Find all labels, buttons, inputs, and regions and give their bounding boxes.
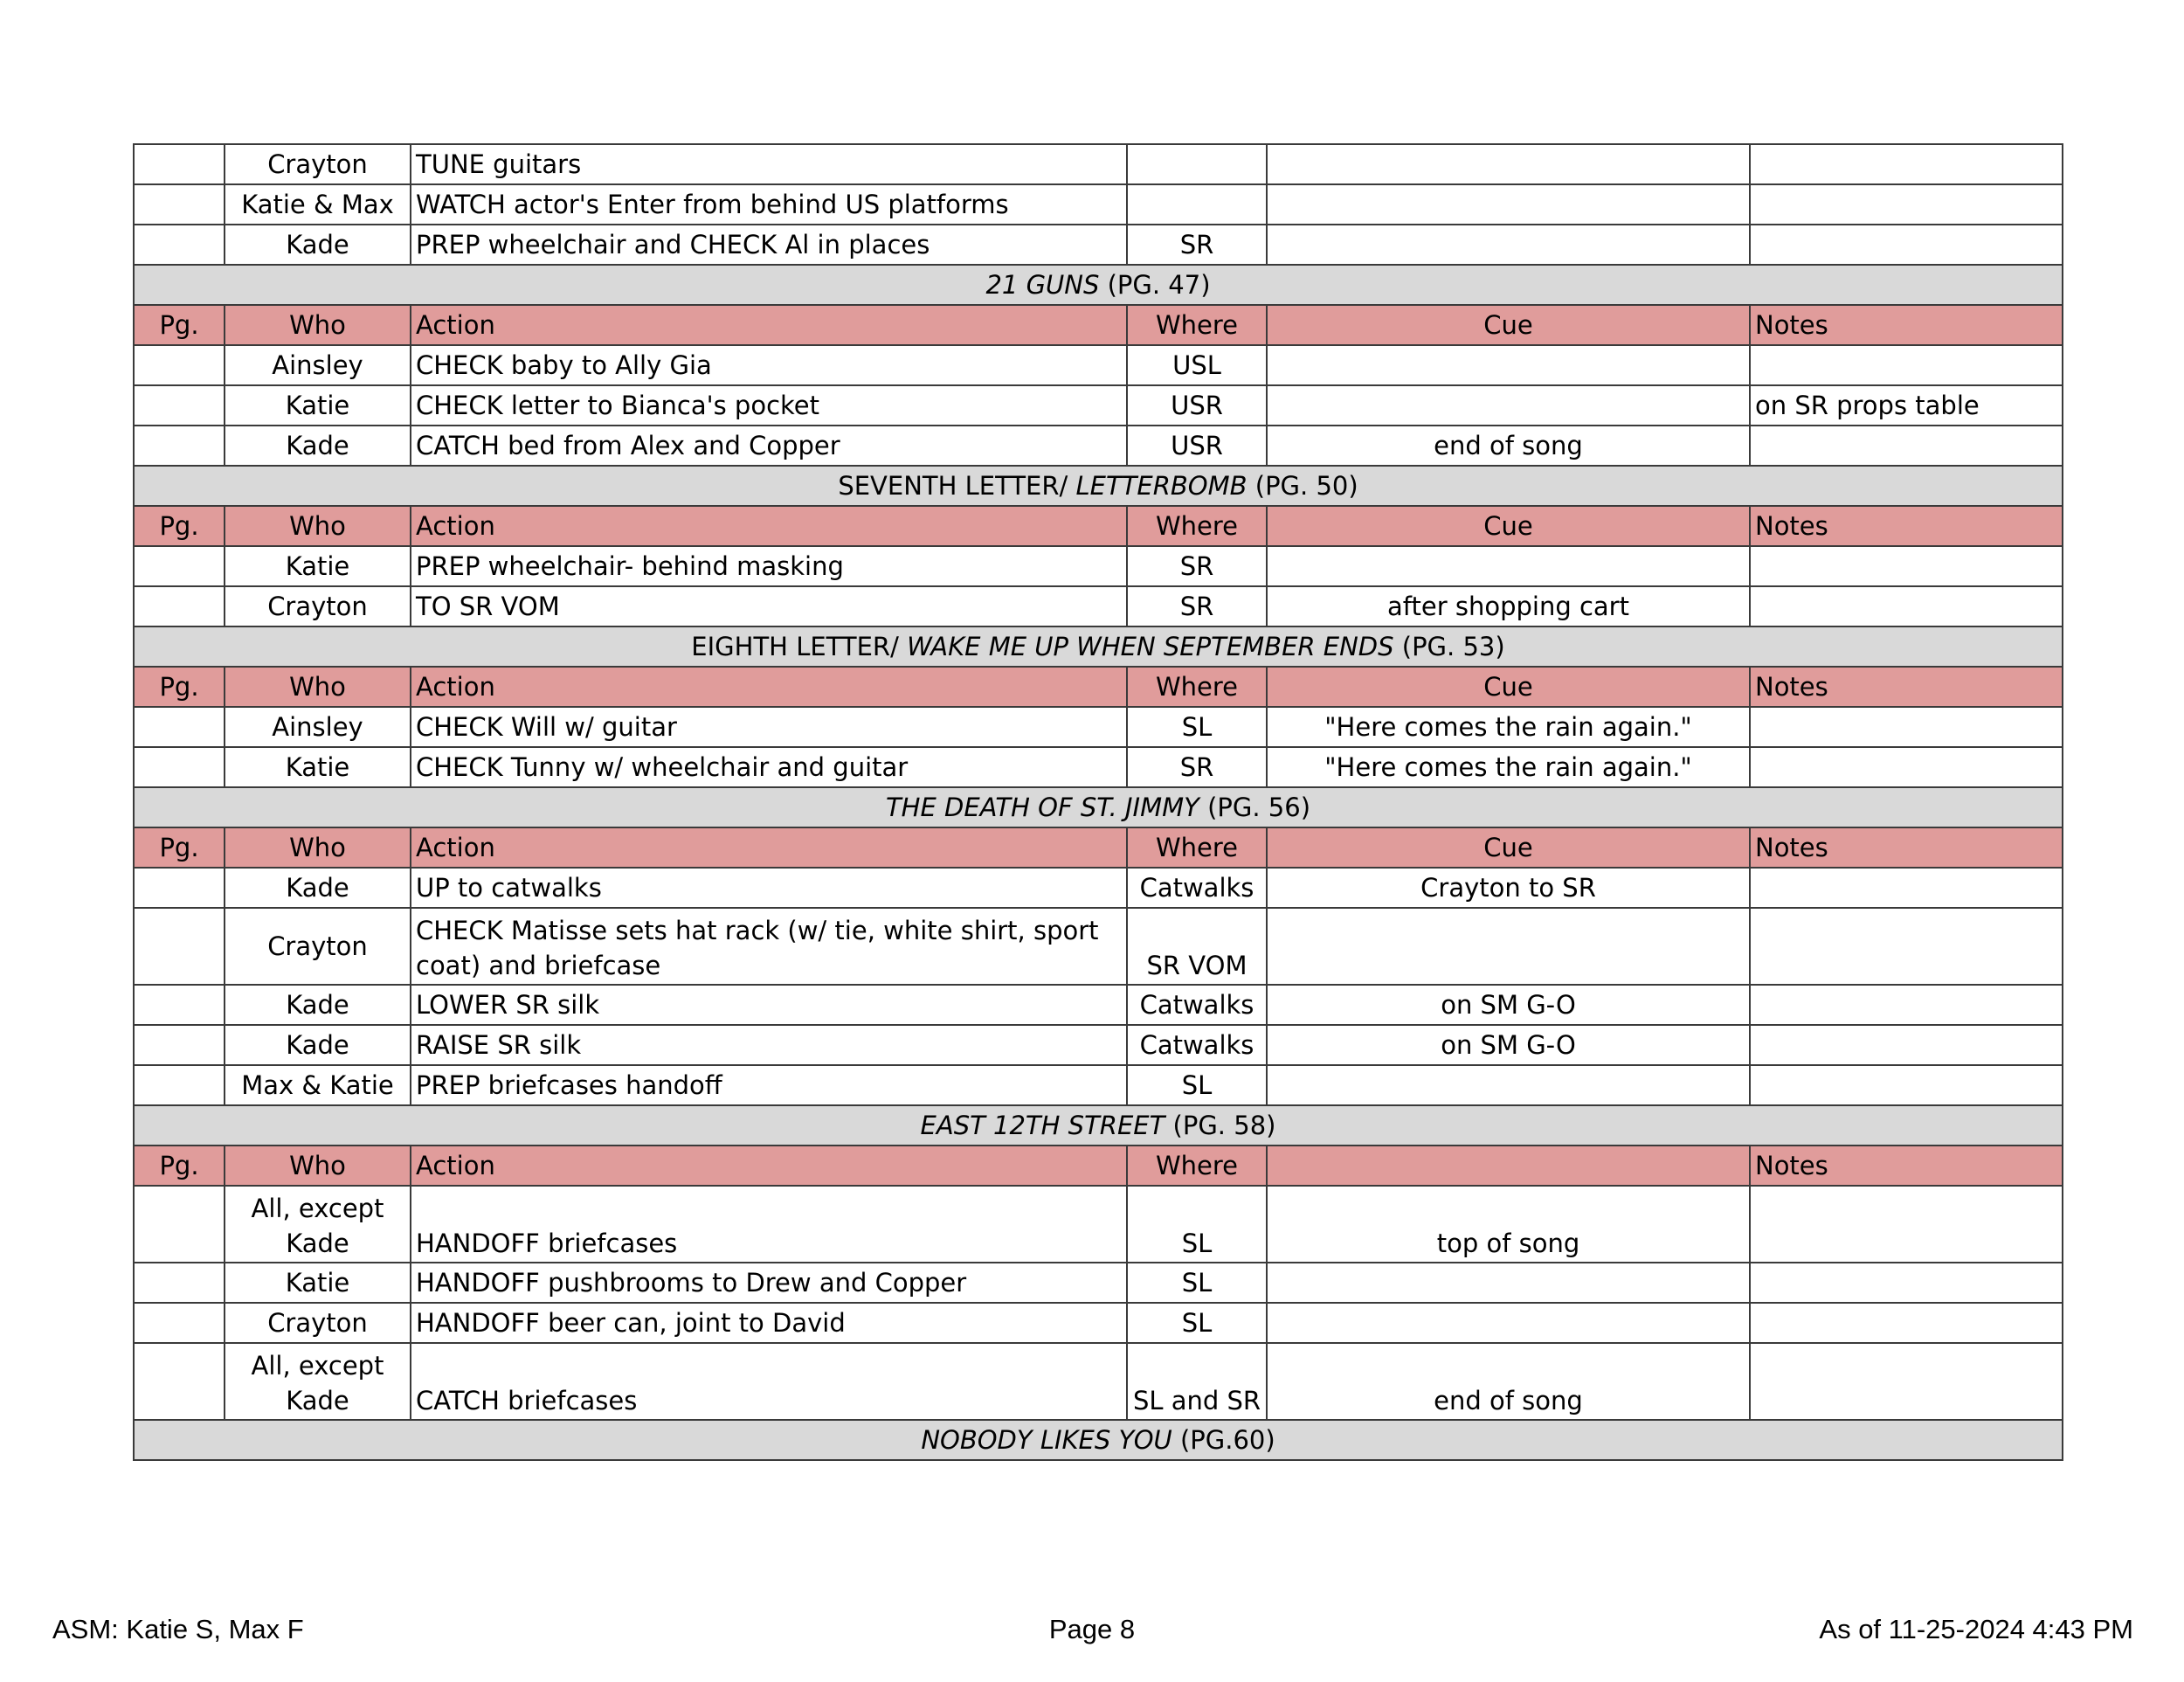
where-cell: SL [1127, 1263, 1267, 1303]
header-pg: Pg. [134, 305, 225, 345]
where-cell: USR [1127, 385, 1267, 426]
who-cell: Kade [225, 985, 411, 1025]
table-row [134, 1263, 2063, 1303]
cue-cell [1267, 1263, 1750, 1303]
pg-cell [134, 1186, 225, 1263]
header-where: Where [1127, 667, 1267, 707]
table-row [134, 908, 2063, 985]
section-song-title: WAKE ME UP WHEN SEPTEMBER ENDS [907, 632, 1394, 661]
header-where: Where [1127, 827, 1267, 868]
action-cell: HANDOFF pushbrooms to Drew and Copper [411, 1263, 1127, 1303]
who-cell: Ainsley [225, 345, 411, 385]
pg-cell [134, 345, 225, 385]
column-header-row [134, 1146, 2063, 1186]
notes-cell [1750, 184, 2063, 225]
cue-cell [1267, 546, 1750, 586]
where-cell: SL [1127, 1065, 1267, 1105]
action-cell: CHECK Tunny w/ wheelchair and guitar [411, 747, 1127, 787]
table-row [134, 747, 2063, 787]
where-cell: Catwalks [1127, 868, 1267, 908]
header-where: Where [1127, 1146, 1267, 1186]
where-cell: SR [1127, 225, 1267, 265]
cue-cell [1267, 184, 1750, 225]
table-row [134, 707, 2063, 747]
table-row [134, 1025, 2063, 1065]
table-row [134, 1186, 2063, 1263]
table-row [134, 1065, 2063, 1105]
notes-cell [1750, 908, 2063, 985]
action-cell: UP to catwalks [411, 868, 1127, 908]
section-title [134, 466, 2063, 506]
action-cell: WATCH actor's Enter from behind US platforms [411, 184, 1127, 225]
header-pg: Pg. [134, 667, 225, 707]
notes-cell [1750, 985, 2063, 1025]
who-cell: Katie [225, 1263, 411, 1303]
who-cell: Katie [225, 747, 411, 787]
column-header-row [134, 305, 2063, 345]
section-page-ref: (PG.60) [1171, 1425, 1275, 1455]
notes-cell [1750, 345, 2063, 385]
who-cell: Crayton [225, 908, 411, 985]
cue-cell: top of song [1267, 1186, 1750, 1263]
pg-cell [134, 1263, 225, 1303]
table-row [134, 225, 2063, 265]
header-cue: Cue [1267, 827, 1750, 868]
who-cell: All, except Kade [225, 1186, 411, 1263]
who-cell: All, except Kade [225, 1343, 411, 1420]
cue-cell [1267, 225, 1750, 265]
section-title [134, 1105, 2063, 1146]
header-cue: Cue [1267, 667, 1750, 707]
where-cell: SR VOM [1127, 908, 1267, 985]
notes-cell: on SR props table [1750, 385, 2063, 426]
who-cell: Crayton [225, 1303, 411, 1343]
section-page-ref: (PG. 58) [1165, 1111, 1276, 1140]
footer-timestamp: As of 11-25-2024 4:43 PM [1819, 1614, 2133, 1644]
table-row [134, 385, 2063, 426]
cue-cell: after shopping cart [1267, 586, 1750, 626]
who-cell: Kade [225, 426, 411, 466]
table-row [134, 546, 2063, 586]
pg-cell [134, 184, 225, 225]
header-who: Who [225, 506, 411, 546]
section-title-row [134, 265, 2063, 305]
footer-asm: ASM: Katie S, Max F [52, 1614, 304, 1644]
pg-cell [134, 868, 225, 908]
who-cell: Crayton [225, 144, 411, 184]
column-header-row [134, 667, 2063, 707]
table-row [134, 586, 2063, 626]
action-cell: CHECK letter to Bianca's pocket [411, 385, 1127, 426]
where-cell: USL [1127, 345, 1267, 385]
notes-cell [1750, 1343, 2063, 1420]
notes-cell [1750, 1263, 2063, 1303]
notes-cell [1750, 1025, 2063, 1065]
pg-cell [134, 1025, 225, 1065]
cue-cell: on SM G-O [1267, 1025, 1750, 1065]
section-page-ref: (PG. 50) [1247, 471, 1358, 501]
pg-cell [134, 546, 225, 586]
section-page-ref: (PG. 56) [1199, 793, 1311, 822]
header-action: Action [411, 305, 1127, 345]
section-song-title: LETTERBOMB [1075, 471, 1248, 501]
section-title-row [134, 626, 2063, 667]
cue-cell: end of song [1267, 1343, 1750, 1420]
notes-cell [1750, 1186, 2063, 1263]
pg-cell [134, 747, 225, 787]
header-cue: Cue [1267, 506, 1750, 546]
pg-cell [134, 1303, 225, 1343]
action-cell: RAISE SR silk [411, 1025, 1127, 1065]
where-cell: SL [1127, 1303, 1267, 1343]
pg-cell [134, 707, 225, 747]
action-cell: CATCH bed from Alex and Copper [411, 426, 1127, 466]
who-cell: Katie & Max [225, 184, 411, 225]
table-row [134, 1303, 2063, 1343]
action-cell: HANDOFF beer can, joint to David [411, 1303, 1127, 1343]
pg-cell [134, 385, 225, 426]
where-cell: SR [1127, 586, 1267, 626]
header-who: Who [225, 305, 411, 345]
header-who: Who [225, 667, 411, 707]
header-cue: Cue [1267, 305, 1750, 345]
where-cell [1127, 184, 1267, 225]
cue-cell [1267, 345, 1750, 385]
header-notes: Notes [1750, 667, 2063, 707]
section-title-row [134, 787, 2063, 827]
section-song-title: EAST 12TH STREET [920, 1111, 1165, 1140]
action-cell: LOWER SR silk [411, 985, 1127, 1025]
cue-cell [1267, 1065, 1750, 1105]
cue-cell: end of song [1267, 426, 1750, 466]
cue-cell: "Here comes the rain again." [1267, 747, 1750, 787]
section-song-title: THE DEATH OF ST. JIMMY [885, 793, 1199, 822]
header-notes: Notes [1750, 305, 2063, 345]
header-action: Action [411, 1146, 1127, 1186]
where-cell: USR [1127, 426, 1267, 466]
section-title [134, 787, 2063, 827]
header-pg: Pg. [134, 827, 225, 868]
pg-cell [134, 908, 225, 985]
header-pg: Pg. [134, 1146, 225, 1186]
section-title-row [134, 466, 2063, 506]
section-song-title: 21 GUNS [985, 270, 1100, 300]
notes-cell [1750, 586, 2063, 626]
notes-cell [1750, 546, 2063, 586]
where-cell [1127, 144, 1267, 184]
action-cell: CHECK baby to Ally Gia [411, 345, 1127, 385]
cue-cell: Crayton to SR [1267, 868, 1750, 908]
action-cell: CATCH briefcases [411, 1343, 1127, 1420]
who-cell: Kade [225, 1025, 411, 1065]
where-cell: Catwalks [1127, 985, 1267, 1025]
header-notes: Notes [1750, 506, 2063, 546]
header-cue [1267, 1146, 1750, 1186]
table-row [134, 144, 2063, 184]
notes-cell [1750, 144, 2063, 184]
table-row [134, 985, 2063, 1025]
notes-cell [1750, 426, 2063, 466]
action-cell: PREP wheelchair and CHECK Al in places [411, 225, 1127, 265]
cue-cell [1267, 144, 1750, 184]
pg-cell [134, 586, 225, 626]
notes-cell [1750, 1065, 2063, 1105]
section-title [134, 1420, 2063, 1460]
who-cell: Kade [225, 225, 411, 265]
section-title-prefix: SEVENTH LETTER/ [838, 471, 1076, 501]
section-title [134, 626, 2063, 667]
cue-cell: on SM G-O [1267, 985, 1750, 1025]
pg-cell [134, 1343, 225, 1420]
who-cell: Crayton [225, 586, 411, 626]
action-cell: HANDOFF briefcases [411, 1186, 1127, 1263]
notes-cell [1750, 707, 2063, 747]
table-row [134, 868, 2063, 908]
header-action: Action [411, 667, 1127, 707]
action-cell: PREP briefcases handoff [411, 1065, 1127, 1105]
cue-sheet-table [133, 143, 2063, 1461]
pg-cell [134, 144, 225, 184]
table-row [134, 184, 2063, 225]
notes-cell [1750, 747, 2063, 787]
section-title-prefix: EIGHTH LETTER/ [691, 632, 908, 661]
pg-cell [134, 1065, 225, 1105]
header-action: Action [411, 827, 1127, 868]
section-title-row [134, 1420, 2063, 1460]
who-cell: Kade [225, 868, 411, 908]
who-cell: Katie [225, 546, 411, 586]
action-cell: TUNE guitars [411, 144, 1127, 184]
section-song-title: NOBODY LIKES YOU [921, 1425, 1172, 1455]
pg-cell [134, 225, 225, 265]
notes-cell [1750, 1303, 2063, 1343]
section-page-ref: (PG. 53) [1393, 632, 1505, 661]
table-row [134, 426, 2063, 466]
action-cell: CHECK Will w/ guitar [411, 707, 1127, 747]
who-cell: Max & Katie [225, 1065, 411, 1105]
action-cell: CHECK Matisse sets hat rack (w/ tie, white shirt, sport coat) and briefcase [411, 908, 1127, 985]
section-title [134, 265, 2063, 305]
header-notes: Notes [1750, 1146, 2063, 1186]
header-where: Where [1127, 506, 1267, 546]
header-who: Who [225, 1146, 411, 1186]
where-cell: Catwalks [1127, 1025, 1267, 1065]
action-cell: PREP wheelchair- behind masking [411, 546, 1127, 586]
cue-cell [1267, 1303, 1750, 1343]
header-action: Action [411, 506, 1127, 546]
who-cell: Ainsley [225, 707, 411, 747]
section-title-row [134, 1105, 2063, 1146]
where-cell: SR [1127, 747, 1267, 787]
who-cell: Katie [225, 385, 411, 426]
footer-page-number: Page 8 [1048, 1614, 1136, 1644]
pg-cell [134, 985, 225, 1025]
section-page-ref: (PG. 47) [1099, 270, 1211, 300]
where-cell: SL and SR [1127, 1343, 1267, 1420]
where-cell: SL [1127, 707, 1267, 747]
cue-cell [1267, 908, 1750, 985]
header-who: Who [225, 827, 411, 868]
header-pg: Pg. [134, 506, 225, 546]
table-row [134, 1343, 2063, 1420]
cue-cell [1267, 385, 1750, 426]
notes-cell [1750, 868, 2063, 908]
action-cell: TO SR VOM [411, 586, 1127, 626]
where-cell: SR [1127, 546, 1267, 586]
table-row [134, 345, 2063, 385]
pg-cell [134, 426, 225, 466]
notes-cell [1750, 225, 2063, 265]
where-cell: SL [1127, 1186, 1267, 1263]
column-header-row [134, 827, 2063, 868]
header-where: Where [1127, 305, 1267, 345]
header-notes: Notes [1750, 827, 2063, 868]
cue-cell: "Here comes the rain again." [1267, 707, 1750, 747]
column-header-row [134, 506, 2063, 546]
